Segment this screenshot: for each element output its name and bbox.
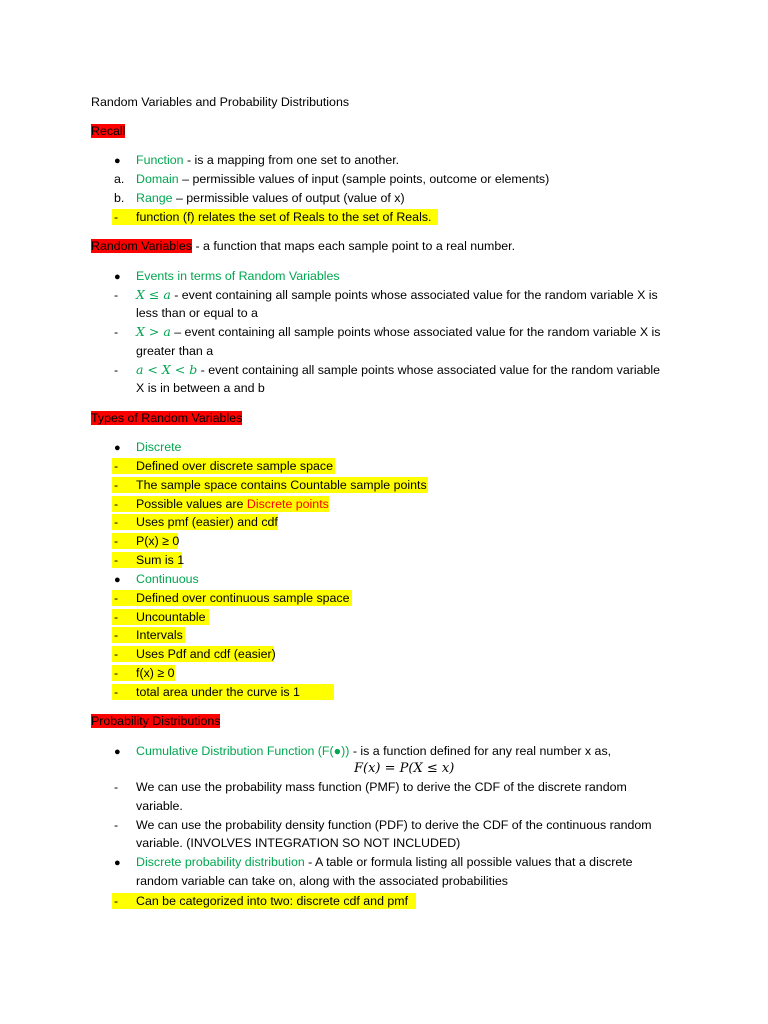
list-marker-a: a. <box>114 172 125 186</box>
item-text: Uses Pdf and cdf (easier) <box>136 647 276 661</box>
dash-marker: - <box>114 591 119 605</box>
dpd-line-2: random variable can take on, along with the associated probabilities <box>136 874 508 888</box>
range-desc: – permissible values of output (value of x) <box>172 191 405 205</box>
reals-note-text: function (f) relates the set of Reals to the set of Reals. <box>136 210 432 224</box>
section-heading-types <box>91 410 242 426</box>
dash-marker: - <box>114 647 119 661</box>
discrete-item-3 <box>112 496 329 512</box>
dash-marker: - <box>114 610 119 624</box>
cdf-desc: - is a function defined for any real number x as, <box>349 744 612 758</box>
bullet-marker: ● <box>114 271 121 283</box>
item-text: Uses pmf (easier) and cdf <box>136 515 278 529</box>
recall-reals-note <box>112 209 438 225</box>
heading-highlight: Probability Distributions <box>91 714 221 728</box>
event-2-line-2: greater than a <box>136 344 214 358</box>
event-2-line-1 <box>136 324 661 340</box>
list-marker-b: b. <box>114 191 125 205</box>
event-1-desc: - event containing all sample points whose associated value for the random variable X is <box>170 288 658 302</box>
event-3-line-1 <box>136 362 660 378</box>
pdf-line-2: variable. (INVOLVES INTEGRATION SO NOT INCLUDED) <box>136 836 461 850</box>
cdf-formula: F(x) = P(X ≤ x) <box>354 761 455 776</box>
event-1-line-2: less than or equal to a <box>136 306 258 320</box>
section-heading-random-variables <box>91 238 515 254</box>
bullet-marker: ● <box>114 857 121 869</box>
item-text: P(x) ≥ 0 <box>136 534 180 548</box>
dpd-term: Discrete probability distribution <box>136 855 305 869</box>
discrete-item-1 <box>112 458 335 474</box>
cdf-term: Cumulative Distribution Function (F(●)) <box>136 744 350 758</box>
dash-marker: - <box>114 553 119 567</box>
item-text: Sum is 1 <box>136 553 185 567</box>
event-2-math: X > a <box>136 324 171 339</box>
discrete-heading: Discrete <box>136 440 182 454</box>
item-text: Intervals <box>136 628 183 642</box>
dpd-desc: - A table or formula listing all possible values that a discrete <box>304 855 633 869</box>
continuous-item-2 <box>112 609 209 625</box>
continuous-item-6 <box>112 684 334 700</box>
continuous-item-4 <box>112 646 274 662</box>
dash-marker: - <box>114 515 119 529</box>
dash-marker: - <box>114 325 119 339</box>
pmf-line-2: variable. <box>136 799 183 813</box>
event-2-desc: – event containing all sample points whose associated value for the random variable X is <box>170 325 661 339</box>
event-3-line-2: X is in between a and b <box>136 381 265 395</box>
bullet-marker: ● <box>114 746 121 758</box>
random-variables-desc: - a function that maps each sample point to a real number. <box>192 239 516 253</box>
continuous-item-1 <box>112 590 352 606</box>
discrete-item-4 <box>112 514 278 530</box>
dash-marker: - <box>114 478 119 492</box>
event-1-math: X ≤ a <box>136 287 171 302</box>
dash-marker: - <box>114 534 119 548</box>
recall-range-item <box>136 190 405 206</box>
item-text: Defined over discrete sample space <box>136 459 333 473</box>
item-text: Defined over continuous sample space <box>136 591 350 605</box>
dash-marker: - <box>114 666 119 680</box>
bullet-marker: ● <box>114 442 121 454</box>
discrete-item-2 <box>112 477 428 493</box>
event-1-line-1 <box>136 287 658 303</box>
item-text: f(x) ≥ 0 <box>136 666 175 680</box>
domain-term: Domain <box>136 172 179 186</box>
section-heading-distributions <box>91 713 220 729</box>
events-heading: Events in terms of Random Variables <box>136 269 340 283</box>
recall-function-item <box>136 152 399 168</box>
recall-domain-item <box>136 171 549 187</box>
item-text: Uncountable <box>136 610 206 624</box>
heading-highlight: Recall <box>91 124 126 138</box>
discrete-item-6 <box>112 552 185 568</box>
dash-marker: - <box>114 288 119 302</box>
dash-marker: - <box>114 685 119 699</box>
item-text: Can be categorized into two: discrete cdf and pmf <box>136 894 409 908</box>
continuous-heading: Continuous <box>136 572 199 586</box>
function-desc: - is a mapping from one set to another. <box>183 153 400 167</box>
item-text-red: Discrete points <box>246 497 329 511</box>
dash-marker: - <box>114 780 119 794</box>
event-3-math: a < X < b <box>136 362 198 377</box>
dash-marker: - <box>114 210 119 224</box>
dash-marker: - <box>114 497 119 511</box>
continuous-item-3 <box>112 627 185 643</box>
discrete-item-5 <box>112 533 178 549</box>
bullet-marker: ● <box>114 574 121 586</box>
dpd-line-1 <box>136 854 633 870</box>
range-term: Range <box>136 191 173 205</box>
dash-marker: - <box>114 459 119 473</box>
cdf-definition <box>136 743 611 759</box>
item-text <box>136 496 329 512</box>
dash-marker: - <box>114 894 119 908</box>
item-text-prefix: Possible values are <box>136 497 247 511</box>
event-3-desc: - event containing all sample points whose associated value for the random variable <box>197 363 661 377</box>
item-text: The sample space contains Countable sample points <box>136 478 427 492</box>
pdf-line-1: We can use the probability density function (PDF) to derive the CDF of the continuous random <box>136 818 652 832</box>
domain-desc: – permissible values of input (sample points, outcome or elements) <box>178 172 550 186</box>
dash-marker: - <box>114 363 119 377</box>
categorize-note <box>112 893 416 909</box>
dash-marker: - <box>114 818 119 832</box>
continuous-item-5 <box>112 665 175 681</box>
page-title: Random Variables and Probability Distributions <box>91 95 350 109</box>
heading-highlight: Types of Random Variables <box>91 411 243 425</box>
dash-marker: - <box>114 628 119 642</box>
bullet-marker: ● <box>114 155 121 167</box>
pmf-line-1: We can use the probability mass function (PMF) to derive the CDF of the discrete random <box>136 780 627 794</box>
function-term: Function <box>136 153 184 167</box>
heading-highlight: Random Variables <box>91 239 193 253</box>
item-text: total area under the curve is 1 <box>136 685 300 699</box>
section-heading-recall <box>91 123 125 139</box>
